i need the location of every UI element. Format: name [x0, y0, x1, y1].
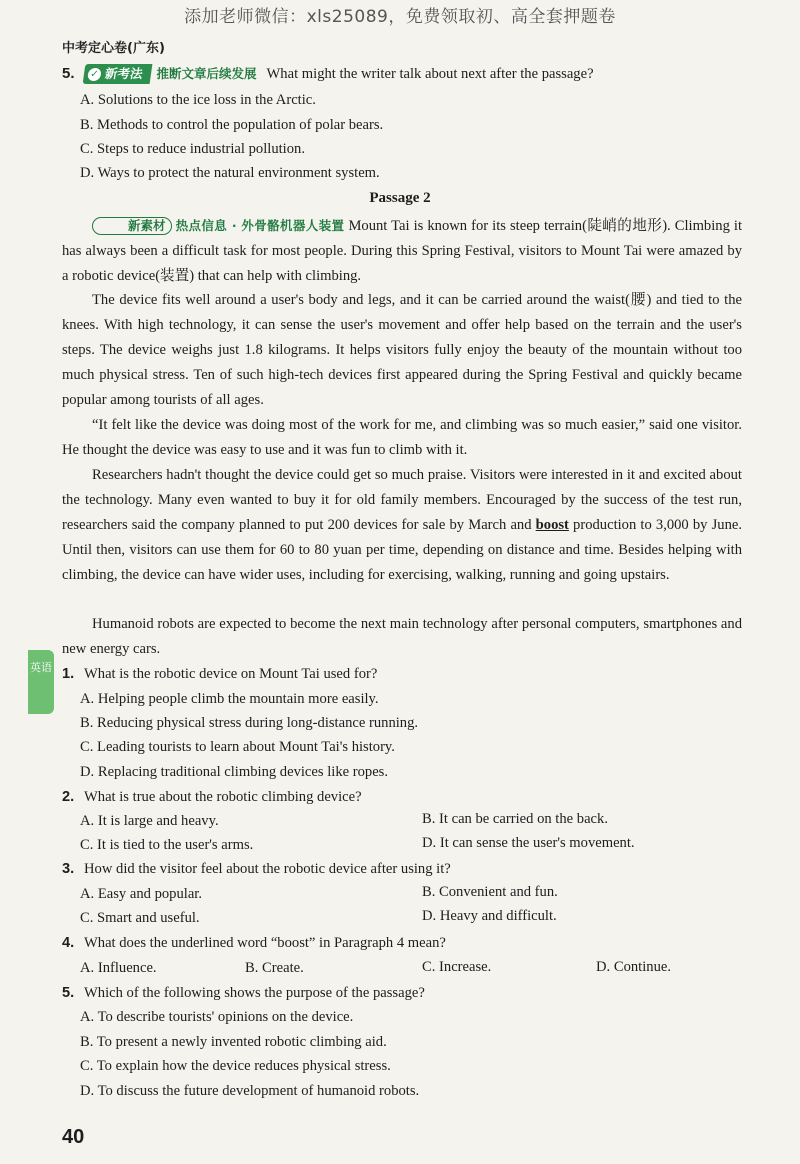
paragraph-1: 新素材 热点信息 · 外骨骼机器人装置 Mount Tai is known for its steep terrain(陡峭的地形). Climbing it has always been a difficult task for most people. During this Spring Festival, visitors to Mount Tai were amazed by a robotic device(装置) that can help with climbing.: [62, 218, 743, 284]
new-material-badge: 新素材: [92, 217, 172, 235]
q3-option-d: D. Heavy and difficult.: [422, 908, 557, 924]
question-4: 4. What does the underlined word “boost” in Paragraph 4 mean?: [62, 935, 446, 951]
q4-option-c: C. Increase.: [422, 959, 492, 975]
q1-option-c: C. Leading tourists to learn about Mount Tai's history.: [80, 739, 395, 755]
paragraph-3: “It felt like the device was doing most of the work for me, and climbing was so much easier,” said one visitor. He thought the device was easy to use and it was fun to climb with it.: [62, 417, 742, 458]
q3-option-a: A. Easy and popular.: [80, 886, 202, 902]
option-a: A. Solutions to the ice loss in the Arctic.: [80, 92, 316, 108]
option-d: D. Ways to protect the natural environment system.: [80, 165, 380, 181]
page-number: 40: [62, 1126, 85, 1148]
check-icon: ✓: [87, 68, 102, 81]
q1-option-a: A. Helping people climb the mountain more easily.: [80, 691, 379, 707]
q3-option-c: C. Smart and useful.: [80, 910, 200, 926]
q2-option-c: C. It is tied to the user's arms.: [80, 837, 254, 853]
option-b: B. Methods to control the population of polar bears.: [80, 117, 384, 133]
q5-option-b: B. To present a newly invented robotic climbing aid.: [80, 1034, 387, 1050]
paragraph-4: Researchers hadn't thought the device could get so much praise. Visitors were interested in it and excited about the technology. Many even wanted to buy it for old family members. Encouraged by the success of the test run, researchers said the company planned to put 200 devices for sale by March and boost production to 3,000 by June. Until then, visitors can use them for 60 to 80 yuan per time, depending on distance and time. Besides helping with climbing, the device can have wider uses, including for exercising, walking, running and going upstairs.: [62, 467, 742, 583]
passage-title: Passage 2: [369, 190, 431, 206]
question-3: 3. How did the visitor feel about the robotic device after using it?: [62, 861, 451, 877]
underlined-word: boost: [535, 517, 569, 533]
q4-option-b: B. Create.: [245, 960, 304, 976]
q1-option-d: D. Replacing traditional climbing devices like ropes.: [80, 764, 389, 780]
q5-option-d: D. To discuss the future development of humanoid robots.: [80, 1083, 420, 1099]
running-header: 中考定心卷(广东): [62, 41, 165, 56]
q2-option-b: B. It can be carried on the back.: [422, 811, 608, 827]
paragraph-2: The device fits well around a user's body and legs, and it can be carried around the waist(腰) and tied to the knees. With high technology, it can sense the user's movement and offer help based on the terrain and the user's steps. The device weighs just 1.8 kilograms. It helps visitors fully enjoy the beauty of the mountain without too much physical stress. Ten of such high-tech devices first appeared during the Spring Festival and quickly became popular among tourists of all ages.: [62, 292, 742, 408]
q1-option-b: B. Reducing physical stress during long-distance running.: [80, 715, 419, 731]
q4-option-d: D. Continue.: [596, 959, 671, 975]
q2-option-a: A. It is large and heavy.: [80, 813, 219, 829]
hot-topic-label: 热点信息 · 外骨骼机器人装置: [175, 218, 345, 233]
q5-option-a: A. To describe tourists' opinions on the device.: [80, 1009, 354, 1025]
question-number: 5.: [62, 65, 75, 82]
question-5: 5. Which of the following shows the purpose of the passage?: [62, 985, 425, 1001]
side-tab: 英语: [28, 650, 54, 714]
prev-question-5: [62, 64, 594, 84]
q3-option-b: B. Convenient and fun.: [422, 884, 558, 900]
new-method-tag: ✓ 新考法: [83, 64, 152, 84]
watermark: 添加老师微信：xls25089，免费领取初、高全套押题卷: [184, 7, 616, 27]
q2-option-d: D. It can sense the user's movement.: [422, 835, 635, 851]
question-stem: What might the writer talk about next after the passage?: [266, 66, 594, 82]
option-c: C. Steps to reduce industrial pollution.: [80, 141, 305, 157]
question-2: 2. What is true about the robotic climbing device?: [62, 789, 362, 805]
question-1: 1. What is the robotic device on Mount Tai used for?: [62, 666, 378, 682]
q5-option-c: C. To explain how the device reduces physical stress.: [80, 1058, 391, 1074]
q4-option-a: A. Influence.: [80, 960, 157, 976]
tag-subtitle: 推断文章后续发展: [156, 66, 257, 81]
paragraph-5: Humanoid robots are expected to become the next main technology after personal computers, smartphones and new energy cars.: [62, 616, 742, 657]
